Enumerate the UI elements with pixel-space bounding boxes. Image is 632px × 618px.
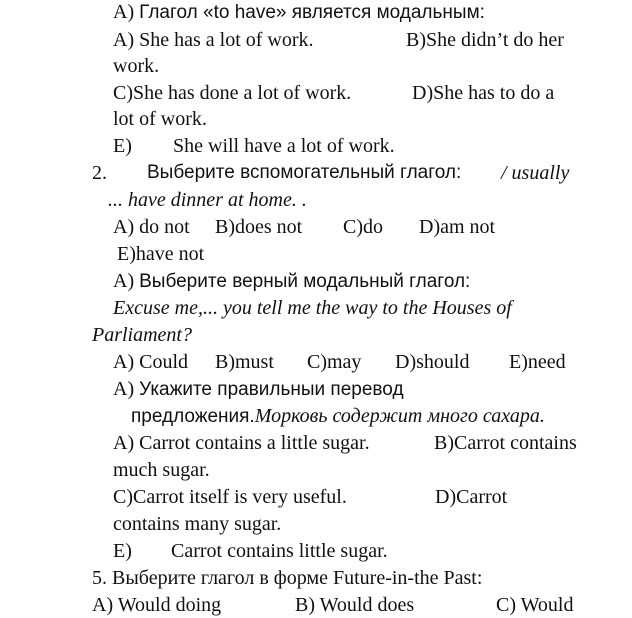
question-2-sentence-continued: ... have dinner at home. . <box>108 189 307 211</box>
option-c: C)do <box>343 216 383 238</box>
option-c: C) Would <box>496 594 574 616</box>
question-translate-stem <box>113 376 404 403</box>
option-e: Carrot contains little sugar. <box>171 540 388 562</box>
option-e: E)have not <box>117 243 205 265</box>
option-d: D)should <box>395 351 470 373</box>
question-translate-text: Укажите правильныи перевод <box>139 379 404 400</box>
option-d-continued: lot of work. <box>113 108 207 130</box>
option-b: B) Would does <box>295 594 415 616</box>
question-modal-sentence: Excuse me,... you tell me the way to the Houses of <box>113 297 512 319</box>
question-translate-sentence: Морковь содержит много сахара. <box>254 405 545 427</box>
question-modal-sentence-continued: Parliament? <box>92 324 192 346</box>
question-2-stem: Выберите вспомогательный глагол: <box>147 162 462 183</box>
question-2-sentence: / usually <box>501 162 570 184</box>
option-a: A) Could <box>113 351 188 373</box>
option-a: A) Carrot contains a little sugar. <box>113 432 370 454</box>
option-a: A) do not <box>113 216 190 238</box>
question-have-stem <box>113 0 485 26</box>
option-b: B)Carrot contains <box>434 432 577 454</box>
option-e-label: E) <box>113 135 132 157</box>
option-b-continued: much sugar. <box>113 459 210 481</box>
option-e: E)need <box>509 351 566 373</box>
question-have-text: Глагол «to have» является модальным: <box>139 2 485 23</box>
question-5-stem: 5. Выберите глагол в форме Future-in-the Past: <box>92 567 483 589</box>
question-modal-text: Выберите верный модальный глагол: <box>139 271 471 292</box>
option-e-label: E) <box>113 540 132 562</box>
option-b: B)must <box>215 351 274 373</box>
option-a: A) Would doing <box>92 594 222 616</box>
option-d: D)She has to do a <box>412 82 555 104</box>
option-b: B)does not <box>215 216 303 238</box>
question-2-number: 2. <box>92 162 107 184</box>
option-d-continued: contains many sugar. <box>113 513 282 535</box>
question-modal-label: A) <box>113 270 135 292</box>
option-d: D)am not <box>419 216 496 238</box>
option-d: D)Carrot <box>435 486 508 508</box>
option-a: A) She has a lot of work. <box>113 29 314 51</box>
question-translate-text-continued: предложения. <box>131 406 255 427</box>
question-modal-stem <box>113 268 470 295</box>
option-c: C)may <box>307 351 362 373</box>
option-c: C)Carrot itself is very useful. <box>113 486 347 508</box>
question-translate-label: A) <box>113 378 135 400</box>
option-e: She will have a lot of work. <box>173 135 395 157</box>
question-have-label: A) <box>113 1 135 23</box>
option-b: B)She didn’t do her <box>406 29 564 51</box>
option-c: C)She has done a lot of work. <box>113 82 352 104</box>
question-translate-stem-continued <box>131 403 545 430</box>
option-b-continued: work. <box>113 55 160 77</box>
